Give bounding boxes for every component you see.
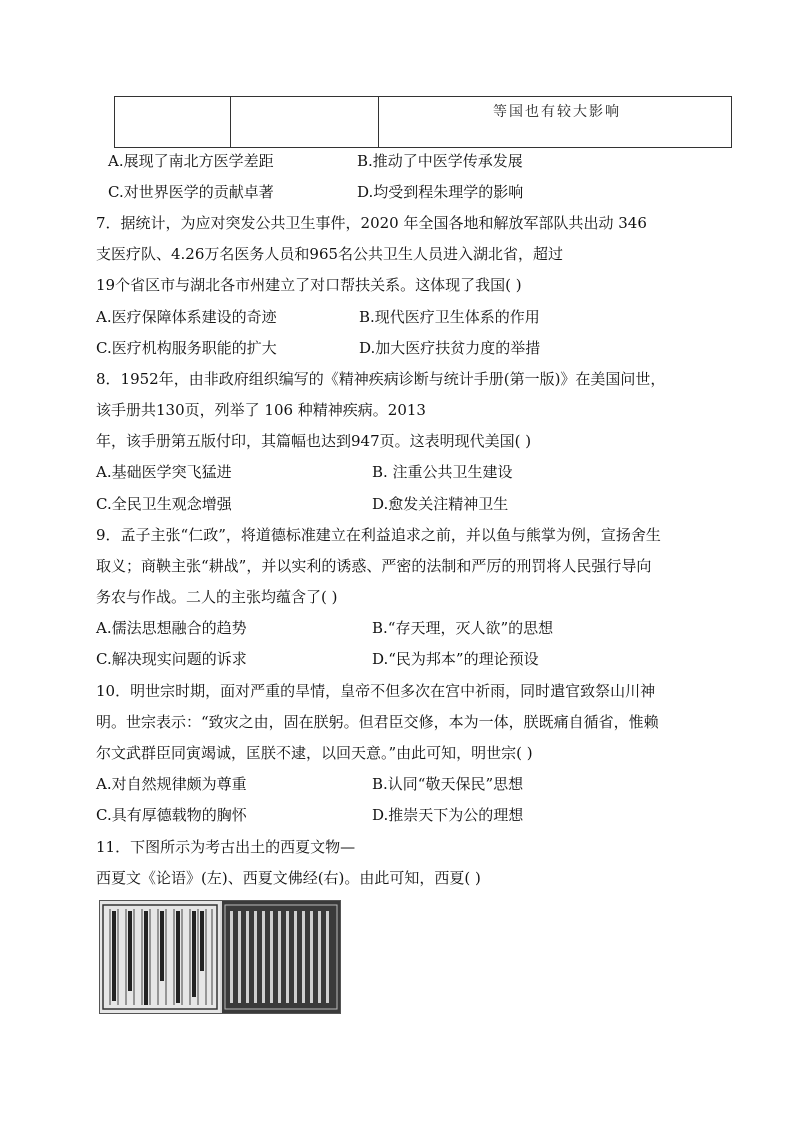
q8-stem-line: 该手册共130页，列举了 106 种精神疾病。2013 [96,401,426,419]
q8-stem-line: 8．1952年，由非政府组织编写的《精神疾病诊断与统计手册(第一版)》在美国问世， [96,370,666,388]
q7-option-d: D.加大医疗扶贫力度的举措 [359,339,541,357]
q10-option-a: A.对自然规律颇为尊重 [96,775,247,793]
table-divider [378,97,379,147]
q11-stem-line: 11．下图所示为考古出土的西夏文物— [96,838,356,856]
q6-option-c: C.对世界医学的贡献卓著 [108,183,274,201]
q8-option-d: D.愈发关注精神卫生 [372,495,509,513]
q10-stem-line: 明。世宗表示：“致灾之由，固在朕躬。但君臣交修，本为一体，朕既痛自循省，惟赖 [96,713,659,731]
table-divider [230,97,231,147]
q6-option-a: A.展现了南北方医学差距 [108,152,274,170]
xixia-manuscript-icon [100,901,340,1013]
q8-option-c: C.全民卫生观念增强 [96,495,232,513]
q6-option-d: D.均受到程朱理学的影响 [357,183,524,201]
q7-option-b: B.现代医疗卫生体系的作用 [359,308,540,326]
q8-option-a: A.基础医学突飞猛进 [96,463,232,481]
q9-option-d: D.“民为邦本”的理论预设 [372,650,539,668]
table-fragment [114,96,732,148]
q7-stem-line: 7．据统计，为应对突发公共卫生事件，2020 年全国各地和解放军部队共出动 346 [96,214,647,232]
q7-stem-line: 19个省区市与湖北各市州建立了对口帮扶关系。这体现了我国( ) [96,276,522,294]
xixia-manuscript-image [99,900,341,1014]
q7-option-a: A.医疗保障体系建设的奇迹 [96,308,277,326]
q10-option-b: B.认同“敬天保民”思想 [372,775,524,793]
q8-stem-line: 年，该手册第五版付印，其篇幅也达到947页。这表明现代美国( ) [96,432,532,450]
q10-option-c: C.具有厚德载物的胸怀 [96,806,247,824]
q11-stem-line: 西夏文《论语》(左)、西夏文佛经(右)。由此可知，西夏( ) [96,869,481,887]
q6-option-b: B.推动了中医学传承发展 [357,152,523,170]
table-cell-text: 等国也有较大影响 [493,104,621,120]
q9-option-a: A.儒法思想融合的趋势 [96,619,247,637]
q9-stem-line: 9．孟子主张“仁政”，将道德标准建立在利益追求之前，并以鱼与熊掌为例，宣扬舍生 [96,526,661,544]
q9-option-c: C.解决现实问题的诉求 [96,650,247,668]
q9-stem-line: 取义；商鞅主张“耕战”，并以实利的诱惑、严密的法制和严厉的刑罚将人民强行导向 [96,557,652,575]
q9-option-b: B.“存天理，灭人欲”的思想 [372,619,554,637]
q7-stem-line: 支医疗队、4.26万名医务人员和965名公共卫生人员进入湖北省，超过 [96,245,564,263]
q9-stem-line: 务农与作战。二人的主张均蕴含了( ) [96,588,338,606]
q8-option-b: B. 注重公共卫生建设 [372,463,513,481]
q10-stem-line: 10．明世宗时期，面对严重的旱情，皇帝不但多次在宫中祈雨，同时遣官致祭山川神 [96,682,656,700]
q7-option-c: C.医疗机构服务职能的扩大 [96,339,277,357]
q10-stem-line: 尔文武群臣同寅竭诚，匡朕不逮，以回天意。”由此可知，明世宗( ) [96,744,533,762]
q10-option-d: D.推崇天下为公的理想 [372,806,524,824]
